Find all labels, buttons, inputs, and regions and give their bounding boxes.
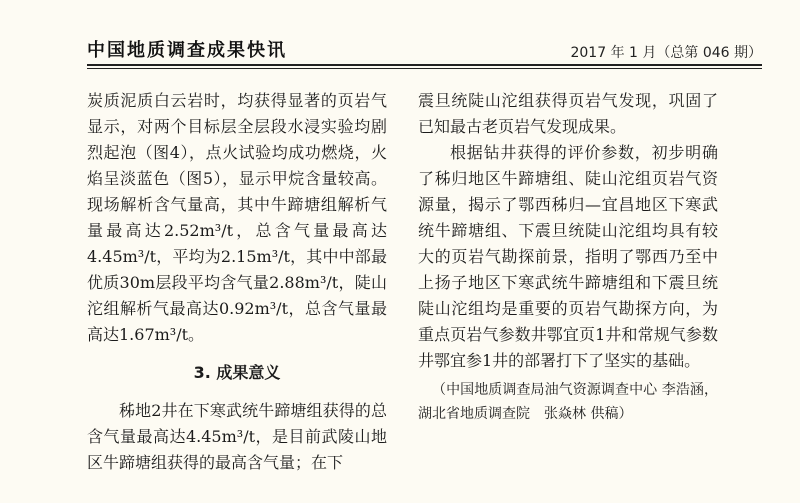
right-paragraph-2: 根据钻井获得的评价参数，初步明确了秭归地区牛蹄塘组、陡山沱组页岩气资源量，揭示了鄂西秭归—宜昌地区下寒武统牛蹄塘组、下震旦统陡山沱组均具有较大的页岩气勘探前景，指明了鄂西乃至中上扬子地区下寒武统牛蹄塘组和下震旦统陡山沱组均是重要的页岩气勘探方向，为重点页岩气参数井鄂宜页1井和常规气参数井鄂宜参1井的部署打下了坚实的基础。 (418, 143, 718, 370)
left-paragraph-1: 炭质泥质白云岩时，均获得显著的页岩气显示，对两个目标层全层段水浸实验均剧烈起泡（图4），点火试验均成功燃烧，火焰呈淡蓝色（图5），显示甲烷含量较高。现场解析含气量高，其中牛蹄塘组解析气量最高达2.52m³/t，总含气量最高达4.45m³/t，平均为2.15m³/t，其中中部最优质30m层段平均含气量2.88m³/t，陡山沱组解析气最高达0.92m³/t，总含气量最高达1.67m³/t。 (87, 91, 387, 344)
left-column (87, 88, 387, 476)
issue-info: 2017 年 1 月（总第 046 期） (570, 45, 762, 61)
author-credit: （中国地质调查局油气资源调查中心 李浩涵，湖北省地质调查院 张焱林 供稿） (418, 382, 718, 422)
header-rule-thick (87, 64, 762, 66)
page-header (87, 36, 762, 62)
section-heading: 3. 成果意义 (193, 363, 281, 382)
right-paragraph-1: 震旦统陡山沱组获得页岩气发现，巩固了已知最古老页岩气发现成果。 (418, 91, 718, 136)
publication-title: 中国地质调查成果快讯 (87, 40, 287, 61)
left-paragraph-2: 秭地2井在下寒武统牛蹄塘组获得的总含气量最高达4.45m³/t，是目前武陵山地区牛蹄塘组获得的最高含气量；在下 (87, 401, 387, 472)
header-rule-thin (87, 68, 762, 69)
right-column (418, 88, 718, 426)
